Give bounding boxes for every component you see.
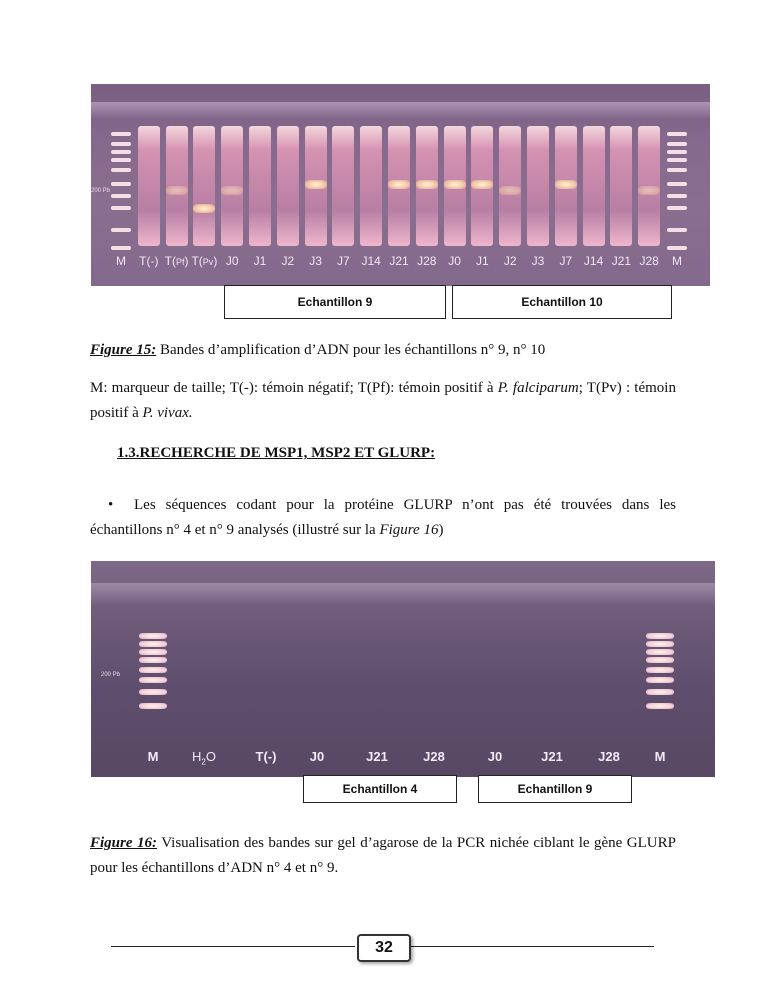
bullet-figure-ref: Figure 16 [379,522,439,538]
bullet-text: Les séquences codant pour la protéine GLURP n’ont pas été trouvées dans les échantillons n° 4 et n° 9 analysés (illustré sur la [90,497,676,538]
gel-lane [583,126,605,246]
lane-label: J21 [366,749,388,764]
lane-label: M [116,254,126,268]
lane-label: J21 [541,749,563,764]
gel-lane [610,126,632,246]
lane-label: J0 [448,254,461,268]
lane-label: J14 [583,254,604,268]
marker-band [667,150,687,154]
marker-band [139,657,167,663]
marker-band [111,158,131,162]
marker-band [111,246,131,250]
gel-lane [193,126,215,246]
marker-band [111,228,131,232]
lane-label: J0 [487,749,503,764]
marker-band [646,641,674,647]
sample-box-9: Echantillon 9 [224,285,446,319]
marker-band [646,649,674,655]
dna-band [166,186,188,195]
marker-band [139,633,167,639]
bullet-icon: • [108,497,114,513]
lane-label: M [147,749,159,764]
marker-band [667,194,687,198]
lane-label: M [672,254,682,268]
lane-label: J28 [417,254,437,268]
lane-label: J1 [476,254,489,268]
legend-species-vivax: P. vivax. [142,405,193,421]
lane-label: J14 [361,254,381,268]
sample-box-10: Echantillon 10 [452,285,672,319]
dna-band [416,180,438,189]
size-marker-label: 200 Pb [91,188,111,194]
marker-band [667,182,687,186]
gel-lane [527,126,549,246]
legend-text-2: ; T(Pv) : témoin positif à [90,380,676,421]
gel-image-figure-16 [91,561,715,777]
gel-lane [332,126,354,246]
marker-band [111,132,131,136]
marker-band [111,150,131,154]
figure-15-caption-text: Bandes d’amplification d’ADN pour les échantillons n° 9, n° 10 [156,342,546,358]
legend-text-1: M: marqueur de taille; T(-): témoin négatif; T(Pf): témoin positif à [90,380,498,396]
marker-band [646,667,674,673]
lane-label: $H_2O$ [192,749,216,767]
marker-band [667,206,687,210]
lane-label: J2 [281,254,295,268]
figure-15-caption-label: Figure 15: [90,342,157,358]
marker-band [139,703,167,709]
lane-label: J1 [253,254,267,268]
gel-image-figure-15 [91,84,710,286]
sample-box-4: Echantillon 4 [303,775,457,803]
marker-band [139,689,167,695]
figure-16-caption-text: Visualisation des bandes sur gel d’agarose de la PCR nichée ciblant le gène GLURP pour les échantillons d’ADN n° 4 et n° 9. [90,835,676,876]
marker-band [111,194,131,198]
sample-box-9b: Echantillon 9 [478,775,632,803]
lane-label: T(Pf) [164,254,189,268]
lane-label: J0 [225,254,239,268]
lane-label: J21 [611,254,632,268]
marker-band [667,246,687,250]
dna-band [193,204,215,213]
lane-label: M [654,749,666,764]
marker-band [111,142,131,146]
marker-band [111,182,131,186]
marker-band [646,689,674,695]
lane-label: J21 [389,254,409,268]
legend-species-falciparum: P. falciparum [497,380,579,396]
footer-rule-left [111,946,355,947]
gel-wells [91,102,710,118]
marker-band [667,228,687,232]
gel-lane [360,126,382,246]
gel-lane [249,126,271,246]
bullet-end: ) [438,522,444,538]
section-heading: 1.3.RECHERCHE DE MSP1, MSP2 ET GLURP: [117,445,436,461]
marker-band [139,649,167,655]
dna-band [444,180,466,189]
lane-label: J28 [639,254,659,268]
marker-band [111,168,131,172]
lane-label: J3 [309,254,322,268]
dna-band [471,180,493,189]
lane-label: J28 [598,749,620,764]
page-number: 32 [357,934,411,962]
figure-16-caption-label: Figure 16: [90,835,157,851]
bullet-paragraph [90,493,676,543]
lane-label: J28 [423,749,445,764]
marker-band [646,677,674,683]
marker-band [139,677,167,683]
gel-lane [277,126,299,246]
marker-band [646,633,674,639]
dna-band [388,180,410,189]
lane-label: J3 [531,254,545,268]
size-marker-label: 200 Pb [101,672,121,678]
dna-band [305,180,327,189]
marker-band [139,667,167,673]
marker-band [646,703,674,709]
figure-16-caption [90,831,676,881]
lane-label: T(-) [139,254,159,268]
marker-band [667,168,687,172]
lane-label: J2 [503,254,517,268]
marker-band [646,657,674,663]
lane-label: T(Pv) [191,254,218,268]
marker-band [667,142,687,146]
lane-label: J7 [559,254,573,268]
lane-label: T(-) [255,749,277,764]
dna-band [555,180,577,189]
marker-band [139,641,167,647]
lane-label: J7 [337,254,350,268]
dna-band [499,186,521,195]
dna-band [221,186,243,195]
marker-band [111,206,131,210]
figure-15-legend [90,376,676,426]
marker-band [667,132,687,136]
gel-lane [138,126,160,246]
gel-wells [91,583,715,605]
footer-rule-right [410,946,654,947]
marker-band [667,158,687,162]
lane-label: J0 [309,749,325,764]
figure-15-caption [90,338,680,363]
dna-band [638,186,660,195]
